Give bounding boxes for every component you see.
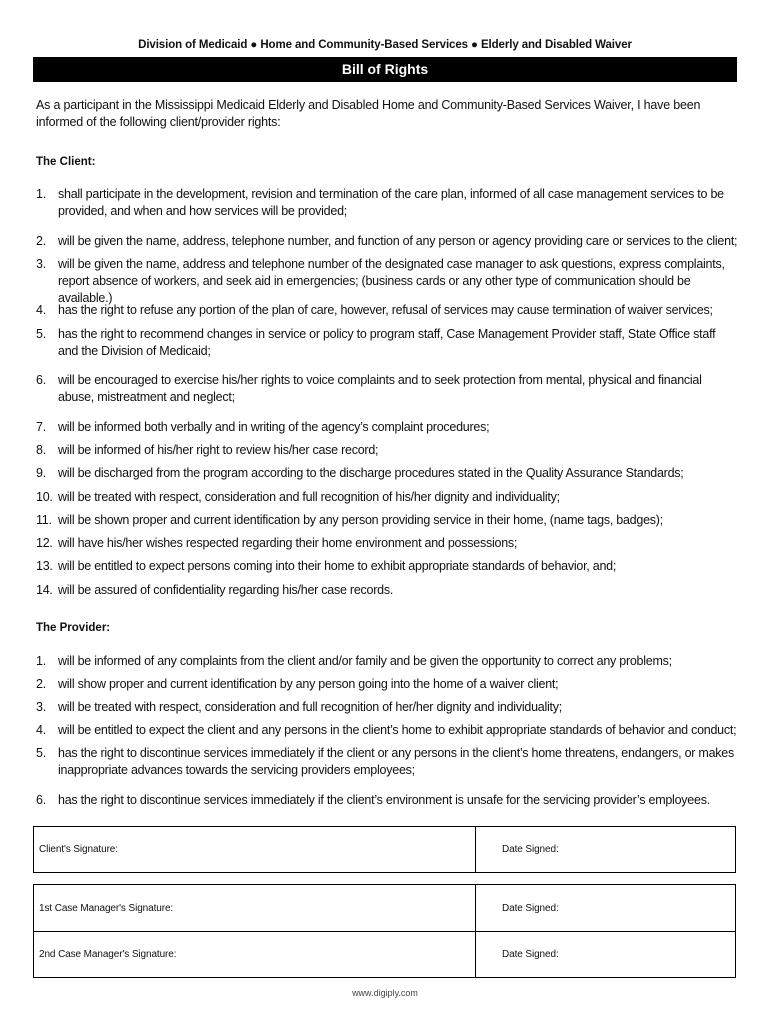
item-number: 2. [36, 234, 46, 248]
item-text: has the right to discontinue services immediately if the client’s environment is unsafe for the servicing provider’s employees. [58, 793, 710, 807]
item-number: 6. [36, 373, 46, 387]
item-number: 4. [36, 303, 46, 317]
item-text: has the right to refuse any portion of the plan of care, however, refusal of services may cause termination of waiver services; [58, 303, 713, 317]
client-signature-box [33, 826, 736, 873]
item-text: will be given the name, address, telephone number, and function of any person or agency providing care or services to the client; [58, 234, 738, 248]
item-text: will be entitled to expect persons coming into their home to exhibit appropriate standards of behavior, and; [58, 559, 617, 573]
item-text: will be discharged from the program according to the discharge procedures stated in the Quality Assurance Standards; [58, 466, 684, 480]
item-number: 2. [36, 677, 46, 691]
second-manager-signature-label: 2nd Case Manager's Signature: [39, 949, 177, 960]
item-number: 7. [36, 420, 46, 434]
case-manager-signature-box [33, 884, 736, 978]
item-text: will be entitled to expect the client and any persons in the client’s home to exhibit appropriate standards of behavior and conduct; [58, 723, 737, 737]
signature-row [34, 931, 735, 977]
item-text: has the right to discontinue services immediately if the client or any persons in the client’s home threatens, endangers, or makes inappropriate advances towards the servicing providers employees; [58, 746, 734, 777]
item-number: 12. [36, 536, 53, 550]
item-number: 6. [36, 793, 46, 807]
item-text: will be assured of confidentiality regarding his/her case records. [58, 583, 394, 597]
client-heading: The Client: [36, 156, 96, 168]
item-number: 4. [36, 723, 46, 737]
intro-paragraph: As a participant in the Mississippi Medicaid Elderly and Disabled Home and Community-Based Services Waiver, I have been informed of the following client/provider rights: [36, 98, 701, 129]
item-text: will have his/her wishes respected regarding their home environment and possessions; [58, 536, 518, 550]
signature-row [34, 885, 735, 931]
item-number: 13. [36, 559, 53, 573]
item-text: will be informed of his/her right to review his/her case record; [58, 443, 379, 457]
signature-row [34, 827, 735, 872]
item-text: will be treated with respect, consideration and full recognition of her/her dignity and individuality; [58, 700, 562, 714]
page-title: Bill of Rights [33, 57, 737, 82]
item-number: 5. [36, 746, 46, 760]
item-text: will be given the name, address and telephone number of the designated case manager to ask questions, express complaints, report absence of workers, and seek aid in emergencies; (business cards or any other type of communication should be available.) [58, 257, 725, 305]
item-number: 5. [36, 327, 46, 341]
item-number: 3. [36, 257, 46, 271]
footer-link[interactable]: www.digiply.com [352, 988, 418, 998]
item-number: 1. [36, 654, 46, 668]
item-number: 8. [36, 443, 46, 457]
item-text: will show proper and current identification by any person going into the home of a waiver client; [58, 677, 559, 691]
client-signature-label: Client's Signature: [39, 844, 118, 855]
item-text: will be treated with respect, consideration and full recognition of his/her dignity and individuality; [58, 490, 560, 504]
second-manager-date-label: Date Signed: [502, 949, 559, 960]
item-text: has the right to recommend changes in service or policy to program staff, Case Management Provider staff, State Office staff and the Division of Medicaid; [58, 327, 716, 358]
first-manager-date-label: Date Signed: [502, 903, 559, 914]
document-subtitle: Division of Medicaid ● Home and Community-Based Services ● Elderly and Disabled Waiver [138, 39, 632, 51]
provider-heading: The Provider: [36, 622, 111, 634]
item-text: will be encouraged to exercise his/her rights to voice complaints and to seek protection from mental, physical and financial abuse, mistreatment and neglect; [58, 373, 702, 404]
item-text: will be informed of any complaints from the client and/or family and be given the opportunity to correct any problems; [58, 654, 672, 668]
item-number: 3. [36, 700, 46, 714]
item-text: will be shown proper and current identification by any person providing service in their home, (name tags, badges); [58, 513, 663, 527]
item-number: 9. [36, 466, 46, 480]
item-number: 1. [36, 187, 46, 201]
item-text: shall participate in the development, revision and termination of the care plan, informed of all case management services to be provided, and when and how services will be provided; [58, 187, 724, 218]
client-date-label: Date Signed: [502, 844, 559, 855]
first-manager-signature-label: 1st Case Manager's Signature: [39, 903, 174, 914]
item-number: 10. [36, 490, 53, 504]
item-number: 14. [36, 583, 53, 597]
item-text: will be informed both verbally and in writing of the agency’s complaint procedures; [58, 420, 490, 434]
item-number: 11. [36, 513, 52, 527]
